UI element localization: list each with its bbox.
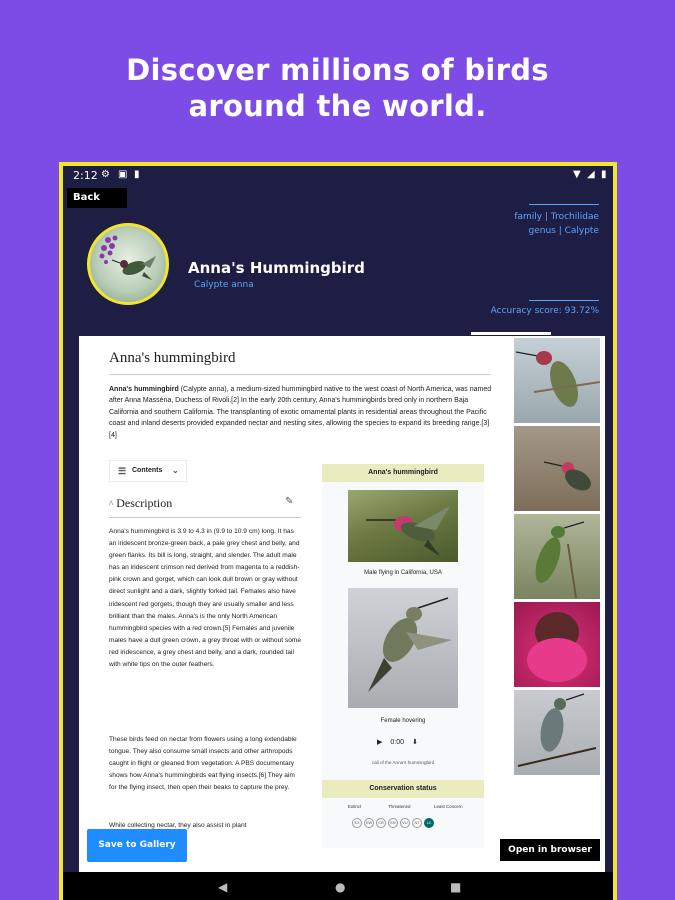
female-hummingbird-photo bbox=[348, 588, 458, 708]
gallery-photo-1[interactable] bbox=[514, 338, 600, 423]
conservation-scale bbox=[352, 818, 436, 836]
article-intro bbox=[109, 384, 493, 441]
audio-time: 0:00 bbox=[390, 739, 405, 746]
contents-label: Contents bbox=[132, 467, 163, 474]
chevron-up-icon: ^ bbox=[109, 499, 114, 509]
audio-player bbox=[377, 738, 418, 746]
description-heading-label: Description bbox=[116, 496, 173, 510]
article-title: Anna's hummingbird bbox=[109, 350, 236, 366]
promo-headline bbox=[0, 52, 675, 124]
infobox-caption-female: Female hovering bbox=[380, 718, 426, 724]
infobox bbox=[322, 464, 484, 872]
bird-common-name: Anna's Hummingbird bbox=[188, 259, 365, 277]
photo-gallery[interactable] bbox=[512, 336, 605, 872]
tab-indicator bbox=[471, 332, 551, 335]
notification-icon: ▣ bbox=[118, 169, 128, 180]
cons-code-en: EN bbox=[388, 818, 398, 828]
cons-label-threatened: Threatened bbox=[388, 804, 411, 809]
gallery-photo-2[interactable] bbox=[514, 426, 600, 511]
cons-code-cr: CR bbox=[376, 818, 386, 828]
status-time: 2:12 bbox=[73, 169, 98, 182]
audio-caption: call of the Anna's hummingbird bbox=[371, 760, 435, 765]
gallery-hummingbird-3 bbox=[514, 514, 600, 599]
description-paragraph-1: Anna's hummingbird is 3.9 to 4.3 in (9.9 to 10.9 cm) long. It has an iridescent bronze-green back, a pale grey chest and belly, and green flanks. Its bill is long, straight, and slender. The adult male has an iridescent crimson red derived from magenta to a reddish-pink crown and gorget, which can look dull brown or gray without direct sunlight and a dark, slightly forked tail. Females also have iridescent red gorgets, though they are usually smaller and less brilliant than the males. Anna's is the only North American hummingbird species with a red crown.[5] Females and juvenile males have a dull green crown, a grey throat with or without some red iridescence, a grey chest and belly, and a dark, rounded tail with white tips on the outer feathers. bbox=[109, 528, 302, 669]
intro-bold-term: Anna's hummingbird bbox=[109, 386, 179, 393]
gallery-photo-3[interactable] bbox=[514, 514, 600, 599]
infobox-image-female[interactable] bbox=[348, 588, 458, 708]
gallery-photo-4[interactable] bbox=[514, 602, 600, 687]
bird-scientific-name: Calypte anna bbox=[194, 280, 254, 290]
sd-card-icon: ▮ bbox=[134, 169, 140, 180]
title-divider bbox=[109, 374, 491, 375]
cons-code-lc: LC bbox=[424, 818, 434, 828]
section-heading-description[interactable] bbox=[109, 496, 172, 511]
chevron-down-icon: ⌄ bbox=[172, 466, 179, 475]
taxonomy-genus[interactable]: genus | Calypte bbox=[528, 226, 599, 236]
open-in-browser-button[interactable]: Open in browser bbox=[500, 839, 600, 861]
device-screen bbox=[59, 162, 617, 900]
status-bar bbox=[63, 166, 613, 184]
cons-label-extinct: Extinct bbox=[348, 804, 362, 809]
headline-line-2: around the world. bbox=[188, 89, 487, 123]
male-hummingbird-photo bbox=[348, 490, 458, 562]
cons-code-ew: EW bbox=[364, 818, 374, 828]
battery-icon: ▮ bbox=[601, 169, 607, 180]
description-paragraph-2: These birds feed on nectar from flowers using a long extendable tongue. They also consume small insects and other arthropods caught in flight or gleaned from vegetation. A PBS documentary shows how Anna's hummingbirds eat flying insects.[6] They aim for the flying insect, then open their beaks to capture the prey. bbox=[109, 736, 297, 792]
cons-code-vu: VU bbox=[400, 818, 410, 828]
infobox-title: Anna's hummingbird bbox=[322, 464, 484, 482]
gallery-photo-5[interactable] bbox=[514, 690, 600, 775]
list-icon: ☰ bbox=[118, 466, 127, 476]
description-paragraph-3: While collecting nectar, they also assist in plant bbox=[109, 822, 247, 829]
taxonomy-divider bbox=[529, 204, 599, 205]
signal-icon: ◢ bbox=[587, 169, 595, 180]
wikipedia-webview[interactable] bbox=[79, 336, 512, 872]
bird-avatar bbox=[87, 223, 169, 305]
contents-button[interactable] bbox=[109, 460, 187, 482]
hummingbird-photo bbox=[90, 226, 166, 302]
gallery-hummingbird-4 bbox=[514, 602, 600, 687]
taxonomy bbox=[514, 210, 599, 238]
accuracy-divider bbox=[529, 300, 599, 301]
wifi-icon: ▼ bbox=[573, 169, 581, 180]
play-icon[interactable]: ▶ bbox=[377, 739, 383, 746]
gallery-hummingbird-1 bbox=[514, 338, 600, 423]
android-nav-bar bbox=[63, 872, 613, 900]
download-icon[interactable]: ⬇ bbox=[412, 739, 418, 746]
infobox-image-male[interactable] bbox=[348, 490, 458, 562]
accuracy-score: Accuracy score: 93.72% bbox=[490, 306, 599, 316]
headline-line-1: Discover millions of birds bbox=[126, 53, 549, 87]
cons-code-nt: NT bbox=[412, 818, 422, 828]
edit-pencil-icon[interactable]: ✎ bbox=[285, 496, 294, 507]
gallery-hummingbird-2 bbox=[514, 426, 600, 511]
conservation-status-title: Conservation status bbox=[322, 780, 484, 798]
cons-label-least-concern: Least Concern bbox=[434, 804, 463, 809]
back-triangle-icon[interactable]: ◀ bbox=[218, 880, 228, 894]
infobox-caption-male: Male flying in California, USA bbox=[364, 570, 442, 576]
back-button[interactable]: Back bbox=[67, 188, 127, 208]
gallery-hummingbird-5 bbox=[514, 690, 600, 775]
cons-code-ex: EX bbox=[352, 818, 362, 828]
description-divider bbox=[109, 517, 301, 518]
intro-text: (Calypte anna), a medium-sized hummingbird native to the west coast of North America, was named after Anna Masséna, Duchess of Rivoli.[2] In the early 20th century, Anna's hummingbirds bred only in northern Baja California and southern California. The transplanting of exotic ornamental plants in residential areas throughout the Pacific coast and inland deserts provided expanded nectar and nesting sites, allowing the species to expand its breeding range.[3][4] bbox=[109, 386, 492, 439]
settings-icon: ⚙ bbox=[101, 169, 110, 180]
home-circle-icon[interactable]: ● bbox=[335, 880, 346, 894]
recents-square-icon[interactable]: ■ bbox=[450, 880, 462, 894]
save-to-gallery-button[interactable]: Save to Gallery bbox=[87, 829, 187, 862]
taxonomy-family[interactable]: family | Trochilidae bbox=[514, 212, 599, 222]
